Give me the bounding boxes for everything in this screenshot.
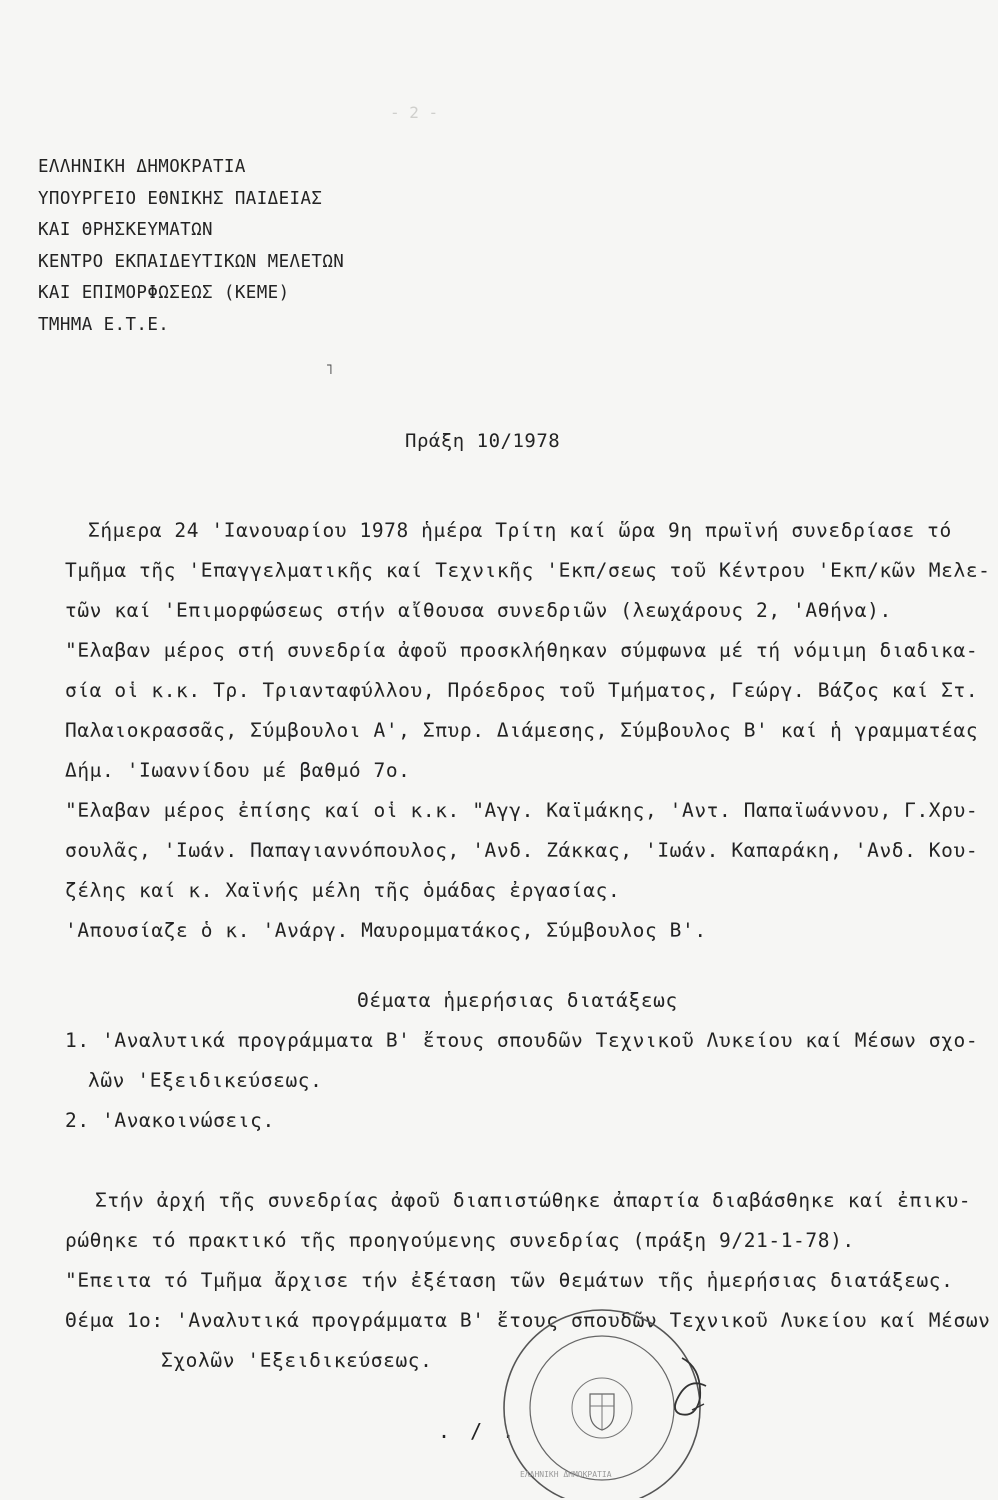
body-line: σουλᾶς, 'Ιωάν. Παπαγιαννόπουλος, 'Ανδ. Ζάκκας, 'Ιωάν. Καπαράκη, 'Ανδ. Κου- xyxy=(65,839,979,862)
body-line: Δήμ. 'Ιωαννίδου μέ βαθμό 7ο. xyxy=(65,759,411,782)
body-line: "Ελαβαν μέρος στή συνεδρία ἀφοῦ προσκλήθηκαν σύμφωνα μέ τή νόμιμη διαδικα- xyxy=(65,639,979,662)
stamp-lettering: ΕΛΛΗΝΙΚΗ ΔΗΜΟΚΡΑΤΙΑ xyxy=(520,1470,612,1479)
letterhead-line: ΚΑΙ ΕΠΙΜΟΡΦΩΣΕΩΣ (ΚΕΜΕ) xyxy=(38,283,290,303)
body-line: σία οἱ κ.κ. Τρ. Τριανταφύλλου, Πρόεδρος τοῦ Τμήματος, Γεώργ. Βάζος καί Στ. xyxy=(65,679,979,702)
body-line: Σήμερα 24 'Ιανουαρίου 1978 ἡμέρα Τρίτη καί ὥρα 9η πρωϊνή συνεδρίασε τό xyxy=(88,519,952,542)
agenda-item: 1. 'Αναλυτικά προγράμματα Β' ἔτους σπουδῶν Τεχνικοῦ Λυκείου καί Μέσων σχο- xyxy=(65,1029,979,1052)
minutes-body xyxy=(65,511,991,1381)
pen-mark: ˥ xyxy=(325,362,334,378)
act-number-title: Πράξη 10/1978 xyxy=(405,430,561,452)
body-line: Θέμα 1ο: 'Αναλυτικά προγράμματα Β' ἔτους σπουδῶν Τεχνικοῦ Λυκείου καί Μέσων xyxy=(65,1309,991,1332)
official-stamp-seal-icon xyxy=(492,1298,722,1498)
body-line: Σχολῶν 'Εξειδικεύσεως. xyxy=(161,1349,433,1372)
body-line: Στήν ἀρχή τῆς συνεδρίας ἀφοῦ διαπιστώθηκε ἀπαρτία διαβάσθηκε καί ἐπικυ- xyxy=(95,1189,972,1212)
body-line: ρώθηκε τό πρακτικό τῆς προηγούμενης συνεδρίας (πράξη 9/21-1-78). xyxy=(65,1229,855,1252)
letterhead-line: ΤΜΗΜΑ Ε.Τ.Ε. xyxy=(38,314,170,335)
body-line: Παλαιοκρασσᾶς, Σύμβουλοι Α', Σπυρ. Διάμεσης, Σύμβουλος Β' καί ἡ γραμματέας xyxy=(65,719,979,742)
faint-page-number: - 2 - xyxy=(390,103,439,122)
body-line: Τμῆμα τῆς 'Επαγγελματικῆς καί Τεχνικῆς 'Εκπ/σεως τοῦ Κέντρου 'Εκπ/κῶν Μελε- xyxy=(65,559,991,582)
letterhead-line: ΕΛΛΗΝΙΚΗ ΔΗΜΟΚΡΑΤΙΑ xyxy=(38,157,246,177)
body-line: τῶν καί 'Επιμορφώσεως στήν αἴθουσα συνεδριῶν (λεωχάρους 2, 'Αθήνα). xyxy=(65,599,892,622)
body-line: "Ελαβαν μέρος ἐπίσης καί οἱ κ.κ. "Αγγ. Καϊμάκης, 'Αντ. Παπαϊωάννου, Γ.Χρυ- xyxy=(65,799,979,822)
letterhead-line: ΚΑΙ ΘΡΗΣΚΕΥΜΑΤΩΝ xyxy=(38,220,213,240)
letterhead xyxy=(38,152,344,341)
letterhead-line: ΚΕΝΤΡΟ ΕΚΠΑΙΔΕΥΤΙΚΩΝ ΜΕΛΕΤΩΝ xyxy=(38,251,345,272)
body-line: ζέλης καί κ. Χαϊνής μέλη τῆς ὁμάδας ἐργασίας. xyxy=(65,879,621,902)
letterhead-line: ΥΠΟΥΡΓΕΙΟ ΕΘΝΙΚΗΣ ΠΑΙΔΕΙΑΣ xyxy=(38,188,323,209)
continuation-mark: . / . xyxy=(438,1419,519,1443)
agenda-item-cont: λῶν 'Εξειδικεύσεως. xyxy=(88,1069,323,1092)
agenda-item: 2. 'Ανακοινώσεις. xyxy=(65,1109,275,1132)
agenda-title: Θέματα ἡμερήσιας διατάξεως xyxy=(357,989,678,1012)
body-line: 'Απουσίαζε ὁ κ. 'Ανάργ. Μαυρομματάκος, Σύμβουλος Β'. xyxy=(65,919,707,942)
body-line: "Επειτα τό Τμῆμα ἄρχισε τήν ἐξέταση τῶν θεμάτων τῆς ἡμερήσιας διατάξεως. xyxy=(65,1269,954,1292)
